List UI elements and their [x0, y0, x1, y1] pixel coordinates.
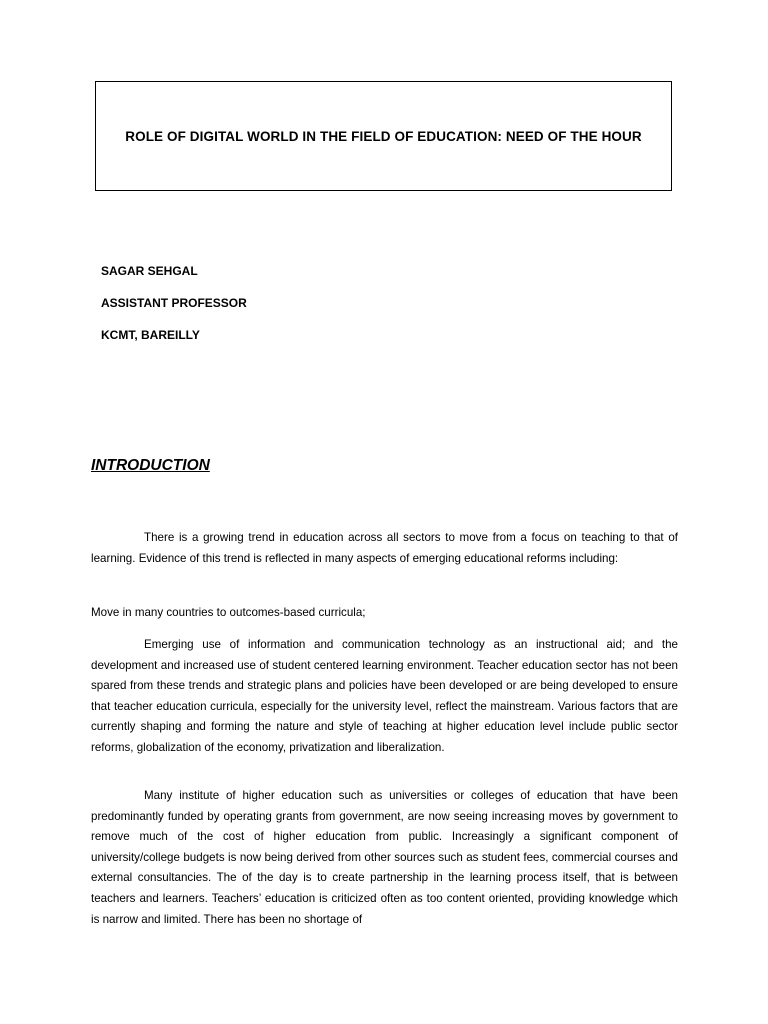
author-name: SAGAR SEHGAL — [101, 264, 198, 278]
section-heading-introduction: INTRODUCTION — [91, 457, 210, 474]
paragraph-2: Move in many countries to outcomes-based curricula; — [91, 606, 366, 619]
author-institution: KCMT, BAREILLY — [101, 328, 200, 342]
title-box — [95, 81, 672, 191]
paper-title: ROLE OF DIGITAL WORLD IN THE FIELD OF EDUCATION: NEED OF THE HOUR — [125, 128, 642, 144]
author-designation: ASSISTANT PROFESSOR — [101, 296, 247, 310]
paragraph-3: Emerging use of information and communication technology as an instructional aid; and the development and increased use of student centered learning environment. Teacher education sector has not been spared from these trends and strategic plans and policies have been developed or are being developed to ensure that teacher education curricula, especially for the university level, reflect the mainstream. Various factors that are currently shaping and forming the nature and style of teaching at higher education level include public sector reforms, globalization of the economy, privatization and liberalization. — [91, 638, 678, 754]
paragraph-1: There is a growing trend in education across all sectors to move from a focus on teaching to that of learning. Evidence of this trend is reflected in many aspects of emerging educational reforms including: — [91, 531, 678, 565]
paragraph-4: Many institute of higher education such as universities or colleges of education that have been predominantly funded by operating grants from government, are now seeing increasing moves by government to remove much of the cost of higher education from public. Increasingly a significant component of university/college budgets is now being derived from other sources such as student fees, commercial courses and external consultancies. The of the day is to create partnership in the learning process itself, that is between teachers and learners. Teachers’ education is criticized often as too content oriented, providing knowledge which is narrow and limited. There has been no shortage of — [91, 789, 678, 926]
